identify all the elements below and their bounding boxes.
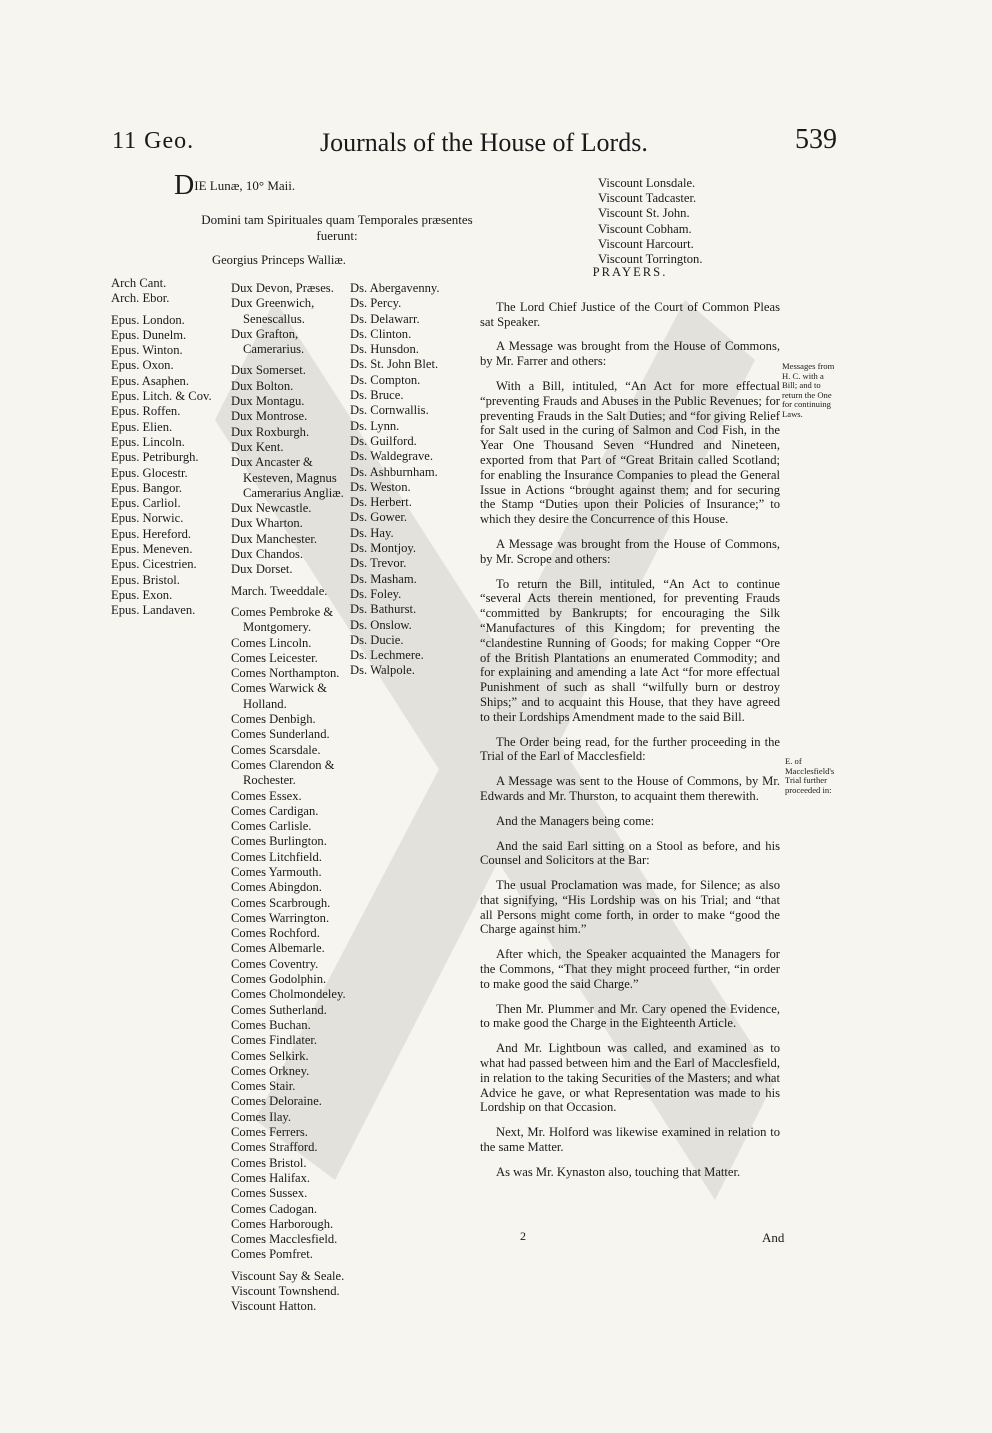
peer-name: Epus. Bristol. <box>111 572 180 587</box>
running-head-left: 11 Geo. <box>112 128 195 154</box>
peer-name: Epus. Cicestrien. <box>111 557 197 572</box>
peer-name: Dux Somerset. <box>231 363 306 378</box>
peer-name: Epus. Petriburgh. <box>111 450 199 465</box>
peer-name: Comes Sunderland. <box>231 727 330 742</box>
attendance-heading: Domini tam Spirituales quam Temporales præsentes fuerunt: <box>201 212 473 243</box>
entry-paragraph: Next, Mr. Holford was likewise examined in relation to the same Matter. <box>480 1125 780 1155</box>
peer-name: Ds. Cornwallis. <box>350 403 429 418</box>
peer-name: Camerarius. <box>243 342 305 357</box>
peer-name: Ds. Compton. <box>350 372 421 387</box>
peer-name: Comes Harborough. <box>231 1216 334 1231</box>
peer-name: Epus. Bangor. <box>111 480 183 495</box>
peer-name: Senescallus. <box>243 311 305 326</box>
peer-name: Ds. Bathurst. <box>350 602 417 617</box>
peer-name: Comes Burlington. <box>231 834 327 849</box>
peer-name: Viscount Townshend. <box>231 1284 340 1298</box>
peer-name: Ds. Foley. <box>350 586 402 601</box>
peer-name: Comes Findlater. <box>231 1033 318 1048</box>
drop-cap: D <box>174 170 195 201</box>
peer-name: Ds. Masham. <box>350 571 417 586</box>
peer-name: Comes Scarsdale. <box>231 742 321 757</box>
catchword: And <box>762 1230 785 1245</box>
peer-name: Montgomery. <box>243 620 312 635</box>
entry-paragraph: A Message was brought from the House of Commons, by Mr. Farrer and others: <box>480 339 780 369</box>
peer-name: Viscount Lonsdale. <box>598 176 696 190</box>
dukes-earls-column <box>231 281 349 1315</box>
peer-name: Ds. Herbert. <box>350 495 412 510</box>
peer-name: Camerarius Angliæ. <box>243 485 344 500</box>
peer-name: Viscount Hatton. <box>231 1299 317 1314</box>
peer-name: Ds. Lynn. <box>350 418 400 433</box>
peer-name: Epus. Litch. & Cov. <box>111 389 212 404</box>
peer-name: Ds. Percy. <box>350 296 402 311</box>
peer-name: Viscount Say & Seale. <box>231 1268 345 1283</box>
peer-name: Ds. Hunsdon. <box>350 342 419 357</box>
peer-name: Comes Yarmouth. <box>231 864 322 879</box>
entry-paragraph: After which, the Speaker acquainted the Managers for the Commons, “That they might proceed further, “in order to make good the said Charge.” <box>480 947 780 991</box>
entry-paragraph: The Order being read, for the further proceeding in the Trial of the Earl of Macclesfield: <box>480 734 780 764</box>
peer-name: Comes Ferrers. <box>231 1125 308 1140</box>
entry-paragraph: A Message was brought from the House of Commons, by Mr. Scrope and others: <box>480 536 780 566</box>
peer-name: Comes Buchan. <box>231 1017 311 1032</box>
peer-name: Ds. Guilford. <box>350 433 417 448</box>
peer-name: Epus. Dunelm. <box>111 327 187 342</box>
margin-note-messages: Messages from H. C. with a Bill; and to return the One for continuing Laws. <box>782 361 835 419</box>
peer-name: Ds. Gower. <box>350 510 408 525</box>
peer-name: Dux Kent. <box>231 439 284 454</box>
peer-name: Ds. Ashburnham. <box>350 464 438 479</box>
bishops-column <box>111 276 221 619</box>
peer-name: Dux Chandos. <box>231 547 304 562</box>
peer-name: Comes Carlisle. <box>231 819 312 834</box>
entry-paragraph: With a Bill, intituled, “An Act for more effectual “preventing Frauds and Abuses in the Public Revenues; for preventing Frauds in the Salt Duties; and “for giving Relief for Salt used in the curing of Salmon and Cod Fish, in the Year One Thousand Seven “Hundred and Nineteen, exported from that Part of “Great Britain called Scotland; for enabling the Insurance Companies to plead the General Issue in Actions “brought against them; and for securing the Stamp “Duties upon their Policies of Insurance;” to which they desire the Concurrence of this House. <box>480 378 780 527</box>
peer-name: Comes Cholmondeley. <box>231 987 346 1002</box>
peer-name: Comes Leicester. <box>231 650 318 665</box>
peer-name: Comes Ilay. <box>231 1109 292 1124</box>
peer-name: Comes Essex. <box>231 788 302 803</box>
peer-name: Comes Orkney. <box>231 1063 310 1078</box>
peer-name: Rochester. <box>243 773 296 788</box>
peer-name: Comes Warrington. <box>231 910 330 925</box>
page-number: 539 <box>795 124 837 155</box>
session-date <box>174 172 295 200</box>
peer-name: Arch. Ebor. <box>111 291 170 306</box>
peer-name: Comes Pomfret. <box>231 1247 313 1262</box>
peer-name: Comes Bristol. <box>231 1155 307 1170</box>
peer-name: Arch Cant. <box>111 276 167 290</box>
peer-name: Comes Cardigan. <box>231 803 319 818</box>
peer-name: Comes Macclesfield. <box>231 1232 338 1247</box>
peer-name: Epus. Oxon. <box>111 358 174 373</box>
peer-name: Comes Cadogan. <box>231 1201 318 1216</box>
peer-name: Epus. Carliol. <box>111 496 181 511</box>
entry-paragraph: As was Mr. Kynaston also, touching that Matter. <box>496 1164 741 1179</box>
peer-name: March. Tweeddale. <box>231 583 328 598</box>
peer-name: Ds. St. John Blet. <box>350 357 439 372</box>
peer-name: Epus. London. <box>111 312 185 327</box>
peer-name: Viscount Cobham. <box>598 221 692 236</box>
prince-of-wales-line: Georgius Princeps Walliæ. <box>212 253 346 267</box>
peer-name: Kesteven, Magnus <box>243 470 337 485</box>
peer-name: Dux Bolton. <box>231 378 294 393</box>
peer-name: Comes Albemarle. <box>231 941 325 956</box>
peer-name: Ds. Onslow. <box>350 617 412 632</box>
peer-name: Comes Denbigh. <box>231 712 316 727</box>
peer-name: Epus. Elien. <box>111 419 173 434</box>
peer-name: Ds. Ducie. <box>350 632 404 647</box>
date-text: IE Lunæ, 10° Maii. <box>194 178 296 193</box>
margin-note-trial: E. of Macclesfield's Trial further proceeded in: <box>785 756 835 795</box>
peer-name: Viscount Tadcaster. <box>598 191 697 206</box>
peer-name: Comes Litchfield. <box>231 849 322 864</box>
peer-name: Dux Roxburgh. <box>231 424 310 439</box>
speaker-line: The Lord Chief Justice of the Court of Common Pleas sat Speaker. <box>480 299 780 329</box>
peer-name: Comes Lincoln. <box>231 635 312 650</box>
peer-name: Epus. Meneven. <box>111 542 193 557</box>
peer-name: Ds. Trevor. <box>350 556 407 571</box>
peer-name: Dux Ancaster & <box>231 455 313 470</box>
peer-name: Comes Abingdon. <box>231 880 322 895</box>
peer-name: Dux Montagu. <box>231 394 305 409</box>
peer-name: Viscount Torrington. <box>598 252 703 267</box>
peer-name: Comes Rochford. <box>231 926 320 941</box>
peer-name: Viscount St. John. <box>598 206 690 221</box>
peer-name: Epus. Glocestr. <box>111 465 188 480</box>
running-head-title: Journals of the House of Lords. <box>320 128 648 157</box>
peer-name: Comes Northampton. <box>231 666 340 681</box>
peer-name: Ds. Clinton. <box>350 326 412 341</box>
entry-paragraph: A Message was sent to the House of Commons, by Mr. Edwards and Mr. Thurston, to acquaint them therewith. <box>480 774 780 803</box>
peer-name: Ds. Bruce. <box>350 388 404 403</box>
peer-name: Epus. Roffen. <box>111 404 181 419</box>
peer-name: Comes Strafford. <box>231 1140 318 1155</box>
peer-name: Ds. Weston. <box>350 479 411 494</box>
peer-name: Dux Manchester. <box>231 531 318 546</box>
barons-column <box>350 281 460 679</box>
peer-name: Comes Warwick & <box>231 681 327 696</box>
entry-paragraph: Then Mr. Plummer and Mr. Cary opened the Evidence, to make good the Charge in the Eighteenth Article. <box>480 1001 780 1031</box>
peer-name: Epus. Lincoln. <box>111 434 185 449</box>
peer-name: Comes Clarendon & <box>231 757 335 772</box>
peer-name: Comes Deloraine. <box>231 1094 322 1109</box>
peer-name: Comes Godolphin. <box>231 972 327 987</box>
peer-name: Comes Sussex. <box>231 1186 308 1201</box>
peer-name: Ds. Montjoy. <box>350 541 417 556</box>
peer-name: Comes Halifax. <box>231 1170 311 1185</box>
peer-name: Dux Montrose. <box>231 409 308 424</box>
peer-name: Epus. Exon. <box>111 587 173 602</box>
peer-name: Viscount Harcourt. <box>598 236 694 251</box>
peer-name: Ds. Delawarr. <box>350 311 420 326</box>
signature-mark: 2 <box>520 1229 526 1243</box>
peer-name: Comes Pembroke & <box>231 604 334 619</box>
peer-name: Comes Stair. <box>231 1079 296 1094</box>
entry-paragraph: And the Managers being come: <box>496 813 655 828</box>
prayers-heading: PRAYERS. <box>592 265 668 279</box>
peer-name: Ds. Abergavenny. <box>350 281 440 295</box>
peer-name: Ds. Waldegrave. <box>350 449 434 464</box>
peer-name: Ds. Lechmere. <box>350 648 424 663</box>
peer-name: Dux Dorset. <box>231 562 293 577</box>
peer-name: Epus. Winton. <box>111 343 183 358</box>
peer-name: Dux Devon, Præses. <box>231 281 334 295</box>
entry-paragraph: And the said Earl sitting on a Stool as before, and his Counsel and Solicitors at the Bar: <box>480 838 780 868</box>
peer-name: Epus. Landaven. <box>111 603 196 618</box>
entry-paragraph: And Mr. Lightboun was called, and examined as to what had passed between him and the Earl of Macclesfield, in relation to the taking Securities of the Masters; and what Advice he gave, or what Representation was made to his Lordship on that Occasion. <box>480 1041 780 1115</box>
entry-paragraph: The usual Proclamation was made, for Silence; as also that signifying, “His Lordship was on his Trial; and “that all Persons might come forth, in order to make “good the Charge against him.” <box>480 878 780 937</box>
journal-body <box>480 265 780 1190</box>
peer-name: Ds. Hay. <box>350 525 394 540</box>
peer-name: Dux Grafton, <box>231 326 299 341</box>
peer-name: Holland. <box>243 696 287 711</box>
viscounts-column <box>598 176 798 267</box>
peer-name: Epus. Asaphen. <box>111 373 190 388</box>
peer-name: Dux Newcastle. <box>231 501 312 516</box>
peer-name: Ds. Walpole. <box>350 663 415 678</box>
peer-name: Epus. Norwic. <box>111 511 184 526</box>
peer-name: Comes Scarbrough. <box>231 895 331 910</box>
peer-name: Dux Greenwich, <box>231 296 315 311</box>
peer-name: Epus. Hereford. <box>111 526 192 541</box>
peer-name: Comes Sutherland. <box>231 1002 327 1017</box>
peer-name: Comes Selkirk. <box>231 1048 309 1063</box>
peer-name: Comes Coventry. <box>231 956 319 971</box>
entry-paragraph: To return the Bill, intituled, “An Act to continue “several Acts therein mentioned, for preventing Frauds “committed by Bankrupts; for encouraging the Silk “Manufactures of this Kingdom; for preventing the “clandestine Running of Goods; for making Copper “Ore of the British Plantations an enumerated Commodity; and for explaining and amending a late Act “for more effectual Punishment of such as shall “wilfully burn or destroy Ships;” and to acquaint this House, that they have agreed to their Lordships Amendment made to the said Bill. <box>480 576 780 724</box>
peer-name: Dux Wharton. <box>231 516 303 531</box>
